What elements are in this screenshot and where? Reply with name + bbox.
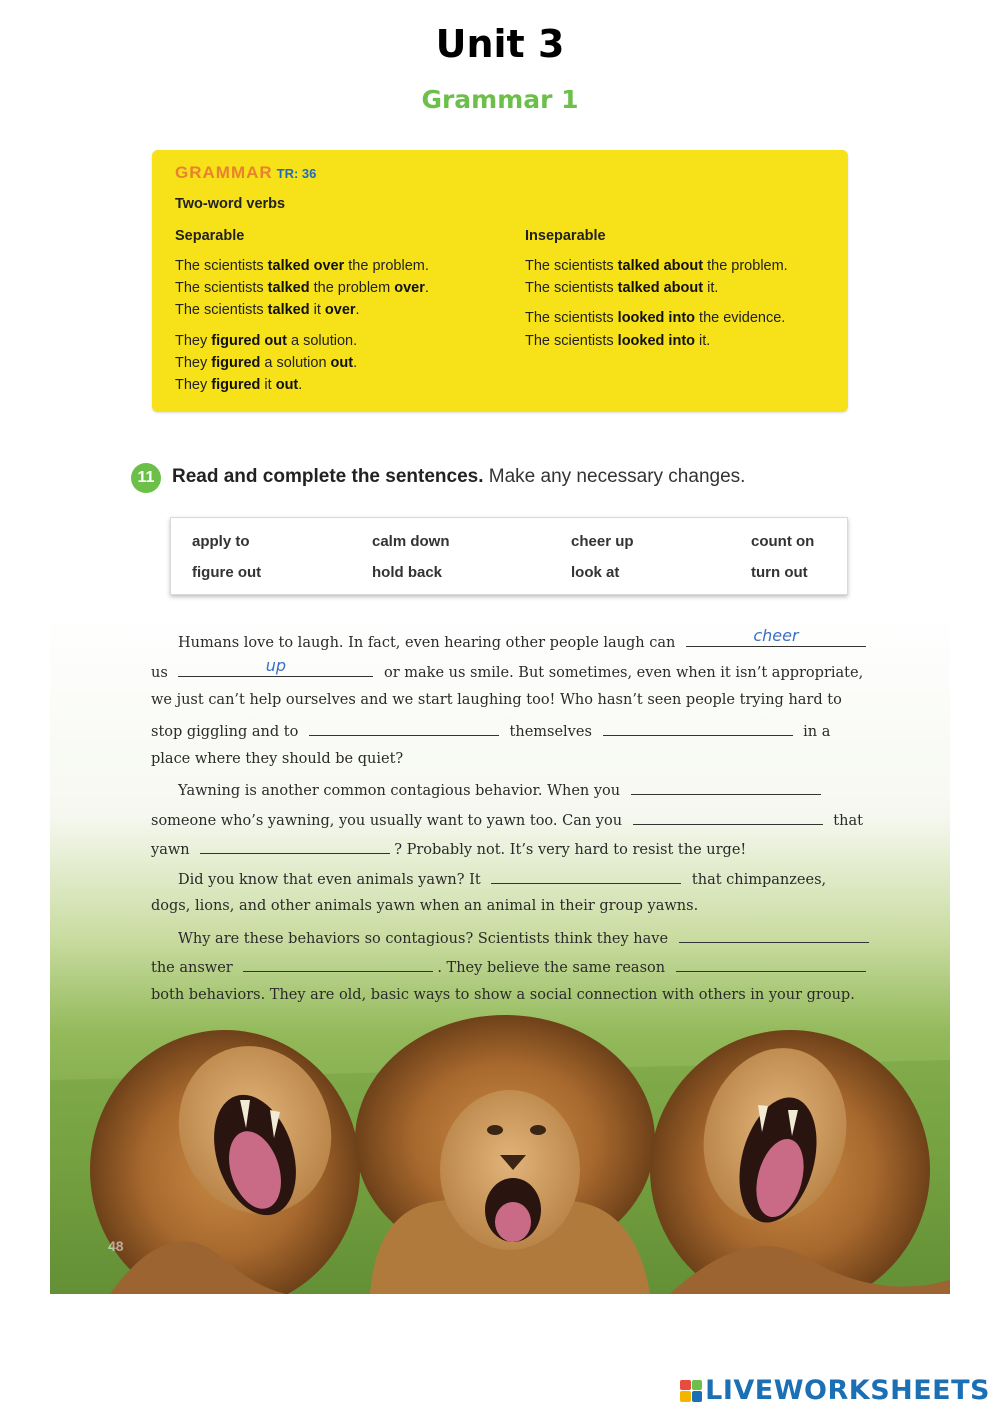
passage-line: the answer . They believe the same reason <box>151 957 866 976</box>
lions-illustration <box>50 610 950 1294</box>
grammar-example: They figured it out. <box>175 377 303 393</box>
grammar-example: They figured a solution out. <box>175 355 358 371</box>
blank-field[interactable] <box>686 626 866 647</box>
word-bank <box>170 517 848 595</box>
blank-field[interactable] <box>491 869 681 884</box>
passage-line: we just can’t help ourselves and we start laughing too! Who hasn’t seen people trying hard to <box>151 692 842 708</box>
word-bank-item: apply to <box>192 533 250 550</box>
word-bank-item: turn out <box>751 564 808 581</box>
blank-field[interactable] <box>243 957 433 972</box>
page-number: 48 <box>108 1238 124 1254</box>
blank-field[interactable] <box>679 928 869 943</box>
blank-field[interactable] <box>200 839 390 854</box>
passage-line: yawn ? Probably not. It’s very hard to resist the urge! <box>151 839 746 858</box>
page-title: Unit 3 <box>435 22 565 66</box>
grammar-example: The scientists talked about the problem. <box>525 258 788 274</box>
word-bank-item: count on <box>751 533 815 550</box>
grammar-box <box>152 150 848 412</box>
passage-line: both behaviors. They are old, basic ways to show a social connection with others in your group. <box>151 987 855 1003</box>
activity-number-badge: 11 <box>131 463 161 493</box>
inseparable-heading: Inseparable <box>525 228 606 244</box>
grammar-topic: Two-word verbs <box>175 196 286 212</box>
blank-field[interactable] <box>676 957 866 972</box>
logo-icon <box>680 1380 702 1402</box>
blank-field[interactable] <box>603 721 793 736</box>
passage-line: Did you know that even animals yawn? It that chimpanzees, <box>178 869 826 888</box>
word-bank-item: cheer up <box>571 533 634 550</box>
grammar-example: The scientists talked the problem over. <box>175 280 429 296</box>
grammar-example: They figured out a solution. <box>175 333 358 349</box>
word-bank-item: calm down <box>372 533 450 550</box>
track-number: TR: 36 <box>276 166 317 181</box>
passage-line: dogs, lions, and other animals yawn when an animal in their group yawns. <box>151 898 699 914</box>
answer-text: cheer <box>753 626 799 645</box>
page-subtitle: Grammar 1 <box>421 85 579 114</box>
word-bank-item: hold back <box>372 564 443 581</box>
answer-text: up <box>265 656 287 675</box>
separable-heading: Separable <box>175 228 245 244</box>
passage-line: Why are these behaviors so contagious? Scientists think they have <box>178 928 869 947</box>
blank-field[interactable] <box>309 721 499 736</box>
passage-line: stop giggling and to themselves in a <box>151 721 830 740</box>
blank-field[interactable] <box>178 656 373 677</box>
grammar-example: The scientists talked about it. <box>525 280 719 296</box>
liveworksheets-logo[interactable] <box>680 1375 990 1406</box>
passage-line: Yawning is another common contagious behavior. When you <box>178 780 821 799</box>
passage-line: us up or make us smile. But sometimes, even when it isn’t appropriate, <box>151 656 864 681</box>
grammar-example: The scientists talked it over. <box>175 302 360 318</box>
grammar-example: The scientists looked into the evidence. <box>525 310 786 326</box>
word-bank-item: look at <box>571 564 620 581</box>
grammar-example: The scientists looked into it. <box>525 333 711 349</box>
passage-line: someone who’s yawning, you usually want to yawn too. Can you that <box>151 810 863 829</box>
grammar-label: GRAMMAR TR: 36 <box>175 163 317 182</box>
logo-text: LIVEWORKSHEETS <box>705 1375 990 1406</box>
grammar-example: The scientists talked over the problem. <box>175 258 429 274</box>
blank-field[interactable] <box>631 780 821 795</box>
activity-instruction: Read and complete the sentences. Make any necessary changes. <box>172 466 746 487</box>
passage-line: Humans love to laugh. In fact, even hearing other people laugh can cheer <box>178 632 866 651</box>
passage-line: place where they should be quiet? <box>151 751 404 767</box>
word-bank-item: figure out <box>192 564 262 581</box>
lions-photo <box>50 610 950 1294</box>
blank-field[interactable] <box>633 810 823 825</box>
